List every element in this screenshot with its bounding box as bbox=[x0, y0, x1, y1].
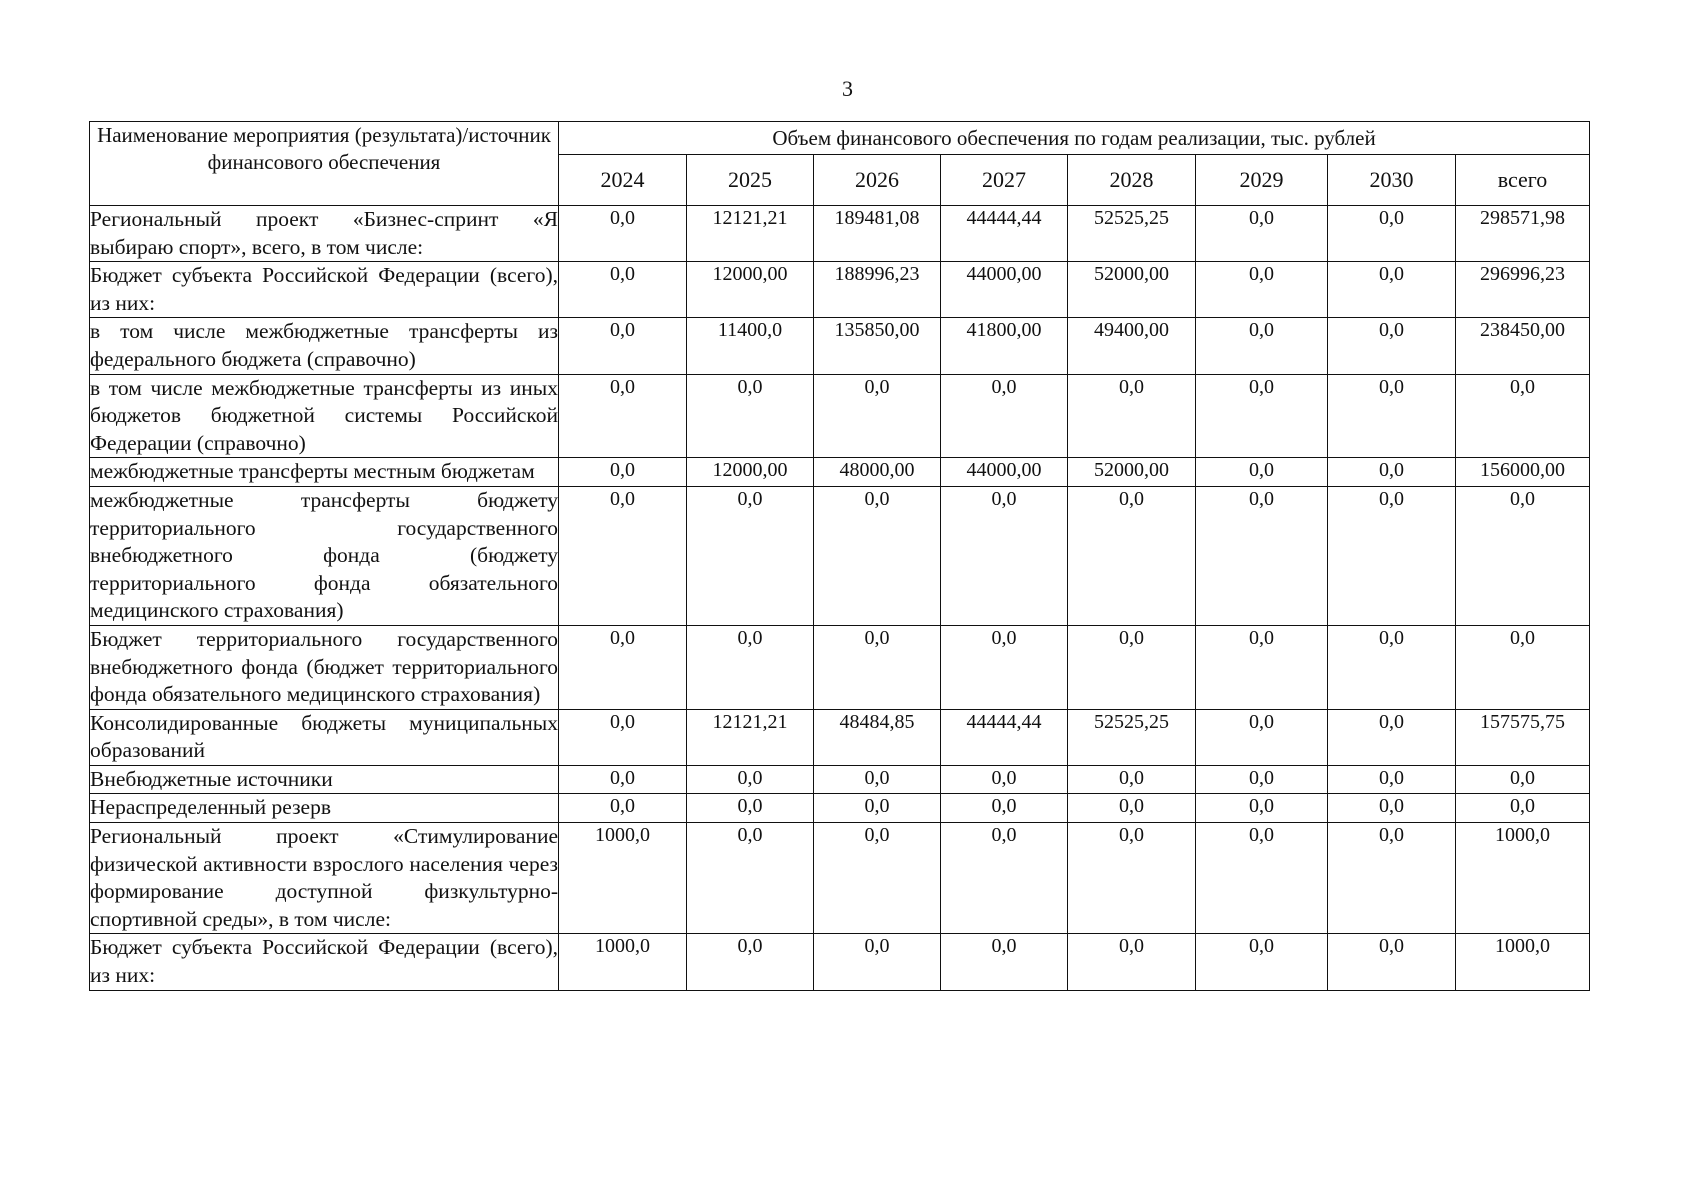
year-column-header: 2024 bbox=[559, 155, 687, 206]
table-row bbox=[90, 262, 1590, 318]
table-row bbox=[90, 206, 1590, 262]
value-cell: 0,0 bbox=[559, 262, 687, 318]
value-cell: 0,0 bbox=[687, 374, 814, 458]
value-cell: 0,0 bbox=[941, 794, 1068, 823]
value-cell: 0,0 bbox=[814, 934, 941, 990]
value-cell: 0,0 bbox=[1196, 374, 1328, 458]
value-cell: 52525,25 bbox=[1068, 709, 1196, 765]
row-name-cell: межбюджетные трансферты бюджету территориального государственного внебюджетного фонда (бюджету территориального фонда обязательного медицинского страхования) bbox=[90, 486, 559, 625]
value-cell: 296996,23 bbox=[1456, 262, 1590, 318]
year-column-header: 2029 bbox=[1196, 155, 1328, 206]
value-cell: 0,0 bbox=[1068, 625, 1196, 709]
value-cell: 0,0 bbox=[559, 765, 687, 794]
value-cell: 0,0 bbox=[814, 823, 941, 934]
value-cell: 0,0 bbox=[814, 625, 941, 709]
row-name-cell: межбюджетные трансферты местным бюджетам bbox=[90, 458, 559, 487]
row-name-cell: Нераспределенный резерв bbox=[90, 794, 559, 823]
value-cell: 0,0 bbox=[1456, 486, 1590, 625]
value-cell: 0,0 bbox=[941, 765, 1068, 794]
value-cell: 0,0 bbox=[687, 625, 814, 709]
table-row bbox=[90, 765, 1590, 794]
table-row bbox=[90, 625, 1590, 709]
row-name-cell: в том числе межбюджетные трансферты из иных бюджетов бюджетной системы Российской Федерации (справочно) bbox=[90, 374, 559, 458]
table-row bbox=[90, 794, 1590, 823]
year-column-header: 2027 bbox=[941, 155, 1068, 206]
value-cell: 0,0 bbox=[814, 486, 941, 625]
table-row bbox=[90, 318, 1590, 374]
value-cell: 0,0 bbox=[1196, 262, 1328, 318]
value-cell: 0,0 bbox=[1328, 709, 1456, 765]
value-cell: 0,0 bbox=[1068, 934, 1196, 990]
value-cell: 0,0 bbox=[941, 486, 1068, 625]
value-cell: 0,0 bbox=[559, 709, 687, 765]
year-column-header: 2026 bbox=[814, 155, 941, 206]
value-cell: 0,0 bbox=[1328, 318, 1456, 374]
row-name-cell: Региональный проект «Бизнес-спринт «Я выбираю спорт», всего, в том числе: bbox=[90, 206, 559, 262]
value-cell: 0,0 bbox=[559, 318, 687, 374]
year-column-header: 2030 bbox=[1328, 155, 1456, 206]
value-cell: 52000,00 bbox=[1068, 262, 1196, 318]
value-cell: 0,0 bbox=[1328, 486, 1456, 625]
value-cell: 0,0 bbox=[1196, 794, 1328, 823]
value-cell: 0,0 bbox=[941, 374, 1068, 458]
value-cell: 0,0 bbox=[1328, 823, 1456, 934]
value-cell: 0,0 bbox=[1456, 374, 1590, 458]
value-cell: 0,0 bbox=[1068, 374, 1196, 458]
value-cell: 48000,00 bbox=[814, 458, 941, 487]
value-cell: 0,0 bbox=[559, 458, 687, 487]
value-cell: 49400,00 bbox=[1068, 318, 1196, 374]
value-cell: 1000,0 bbox=[559, 823, 687, 934]
value-cell: 0,0 bbox=[687, 934, 814, 990]
value-cell: 0,0 bbox=[1328, 458, 1456, 487]
value-cell: 0,0 bbox=[687, 823, 814, 934]
table-row bbox=[90, 374, 1590, 458]
value-cell: 12121,21 bbox=[687, 206, 814, 262]
value-cell: 0,0 bbox=[1196, 823, 1328, 934]
value-cell: 0,0 bbox=[559, 625, 687, 709]
value-cell: 0,0 bbox=[1196, 709, 1328, 765]
value-cell: 44000,00 bbox=[941, 458, 1068, 487]
value-cell: 0,0 bbox=[1196, 625, 1328, 709]
value-cell: 0,0 bbox=[814, 794, 941, 823]
value-cell: 0,0 bbox=[1196, 206, 1328, 262]
value-cell: 0,0 bbox=[1328, 934, 1456, 990]
table-body bbox=[90, 206, 1590, 991]
value-cell: 0,0 bbox=[1068, 794, 1196, 823]
value-cell: 44444,44 bbox=[941, 709, 1068, 765]
row-name-cell: Бюджет территориального государственного внебюджетного фонда (бюджет территориального фонда обязательного медицинского страхования) bbox=[90, 625, 559, 709]
value-cell: 0,0 bbox=[559, 794, 687, 823]
value-cell: 0,0 bbox=[941, 823, 1068, 934]
value-cell: 0,0 bbox=[941, 934, 1068, 990]
value-cell: 1000,0 bbox=[1456, 934, 1590, 990]
funding-volume-header: Объем финансового обеспечения по годам реализации, тыс. рублей bbox=[559, 122, 1590, 155]
table-row bbox=[90, 486, 1590, 625]
value-cell: 0,0 bbox=[941, 625, 1068, 709]
table-header bbox=[90, 122, 1590, 206]
value-cell: 0,0 bbox=[1196, 765, 1328, 794]
year-column-header: всего bbox=[1456, 155, 1590, 206]
value-cell: 48484,85 bbox=[814, 709, 941, 765]
value-cell: 0,0 bbox=[559, 374, 687, 458]
value-cell: 0,0 bbox=[1068, 765, 1196, 794]
value-cell: 44444,44 bbox=[941, 206, 1068, 262]
table-row bbox=[90, 709, 1590, 765]
table-row bbox=[90, 823, 1590, 934]
value-cell: 0,0 bbox=[1328, 794, 1456, 823]
row-name-cell: Внебюджетные источники bbox=[90, 765, 559, 794]
value-cell: 0,0 bbox=[1196, 934, 1328, 990]
value-cell: 0,0 bbox=[814, 765, 941, 794]
value-cell: 135850,00 bbox=[814, 318, 941, 374]
row-name-cell: в том числе межбюджетные трансферты из федерального бюджета (справочно) bbox=[90, 318, 559, 374]
year-column-header: 2028 bbox=[1068, 155, 1196, 206]
year-column-header: 2025 bbox=[687, 155, 814, 206]
financing-table bbox=[89, 121, 1590, 991]
value-cell: 1000,0 bbox=[1456, 823, 1590, 934]
value-cell: 298571,98 bbox=[1456, 206, 1590, 262]
value-cell: 1000,0 bbox=[559, 934, 687, 990]
value-cell: 0,0 bbox=[814, 374, 941, 458]
row-name-cell: Бюджет субъекта Российской Федерации (всего), из них: bbox=[90, 934, 559, 990]
page-number: 3 bbox=[842, 76, 853, 101]
value-cell: 0,0 bbox=[1196, 458, 1328, 487]
value-cell: 0,0 bbox=[1068, 486, 1196, 625]
table-row bbox=[90, 458, 1590, 487]
value-cell: 0,0 bbox=[687, 794, 814, 823]
row-name-cell: Бюджет субъекта Российской Федерации (всего), из них: bbox=[90, 262, 559, 318]
value-cell: 11400,0 bbox=[687, 318, 814, 374]
value-cell: 0,0 bbox=[1196, 486, 1328, 625]
value-cell: 0,0 bbox=[559, 486, 687, 625]
value-cell: 0,0 bbox=[687, 765, 814, 794]
value-cell: 41800,00 bbox=[941, 318, 1068, 374]
value-cell: 12000,00 bbox=[687, 262, 814, 318]
value-cell: 0,0 bbox=[687, 486, 814, 625]
value-cell: 52525,25 bbox=[1068, 206, 1196, 262]
value-cell: 12000,00 bbox=[687, 458, 814, 487]
value-cell: 0,0 bbox=[1328, 765, 1456, 794]
row-name-cell: Региональный проект «Стимулирование физической активности взрослого населения через формирование доступной физкультурно-спортивной среды», в том числе: bbox=[90, 823, 559, 934]
value-cell: 0,0 bbox=[1196, 318, 1328, 374]
value-cell: 52000,00 bbox=[1068, 458, 1196, 487]
value-cell: 0,0 bbox=[1456, 765, 1590, 794]
value-cell: 157575,75 bbox=[1456, 709, 1590, 765]
value-cell: 12121,21 bbox=[687, 709, 814, 765]
name-column-header: Наименование мероприятия (результата)/источник финансового обеспечения bbox=[90, 122, 559, 206]
value-cell: 188996,23 bbox=[814, 262, 941, 318]
value-cell: 238450,00 bbox=[1456, 318, 1590, 374]
value-cell: 156000,00 bbox=[1456, 458, 1590, 487]
value-cell: 0,0 bbox=[559, 206, 687, 262]
value-cell: 44000,00 bbox=[941, 262, 1068, 318]
value-cell: 0,0 bbox=[1328, 262, 1456, 318]
value-cell: 0,0 bbox=[1456, 794, 1590, 823]
value-cell: 189481,08 bbox=[814, 206, 941, 262]
value-cell: 0,0 bbox=[1068, 823, 1196, 934]
value-cell: 0,0 bbox=[1328, 625, 1456, 709]
row-name-cell: Консолидированные бюджеты муниципальных образований bbox=[90, 709, 559, 765]
value-cell: 0,0 bbox=[1456, 625, 1590, 709]
value-cell: 0,0 bbox=[1328, 374, 1456, 458]
table-row bbox=[90, 934, 1590, 990]
value-cell: 0,0 bbox=[1328, 206, 1456, 262]
